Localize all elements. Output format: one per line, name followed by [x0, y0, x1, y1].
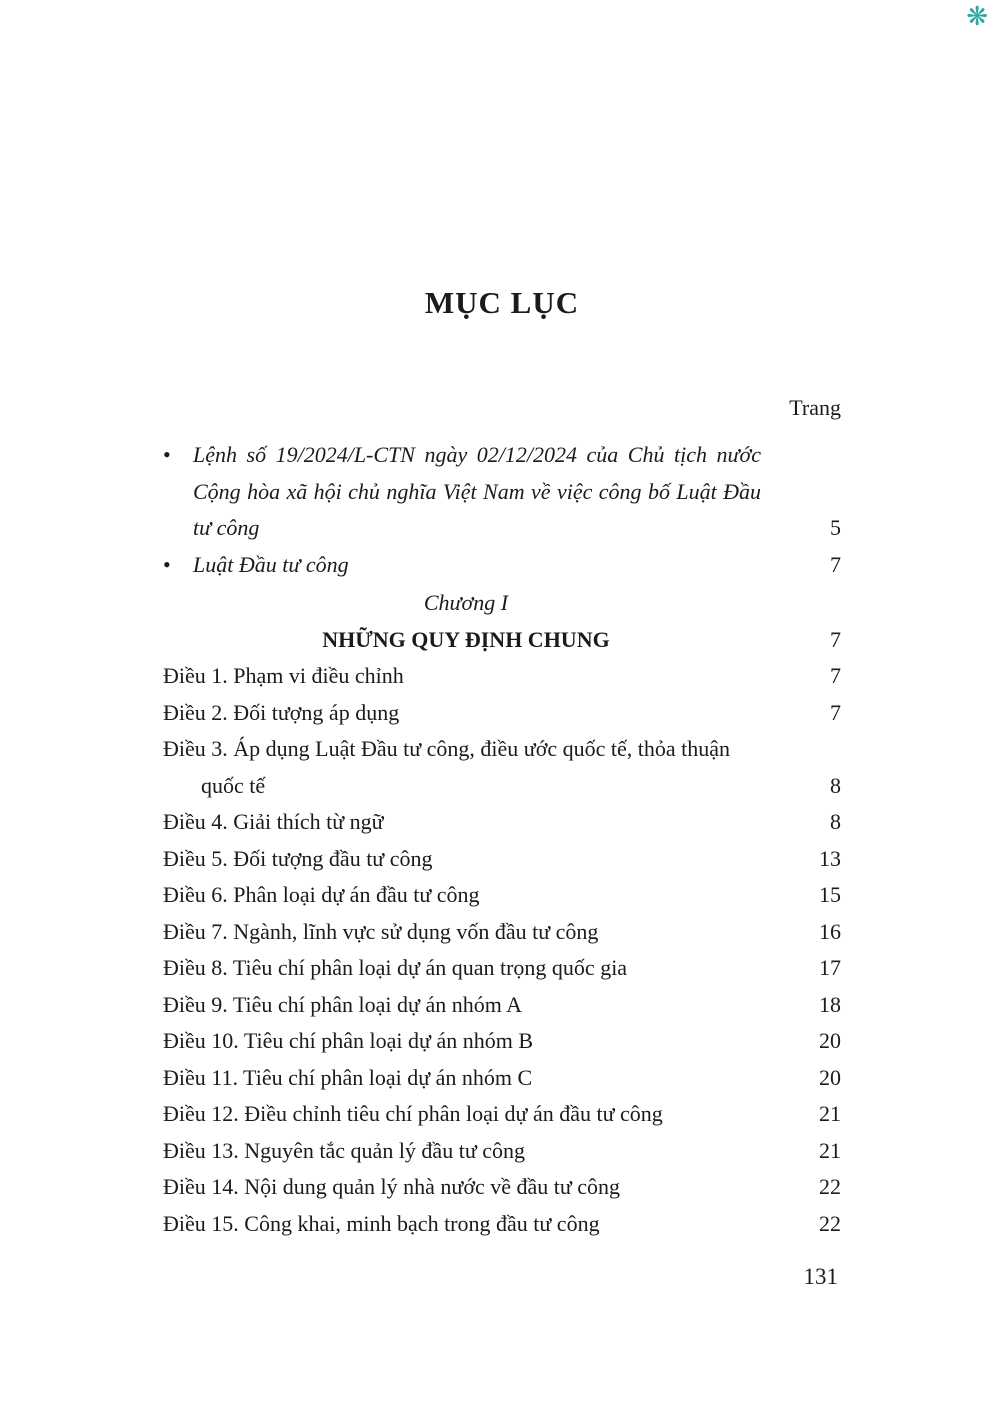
toc-entry — [163, 914, 841, 951]
toc-bullet-page: 5 — [830, 515, 841, 540]
toc-entry-title: Điều 5. Đối tượng đầu tư công — [163, 845, 433, 871]
bullet-icon: • — [163, 551, 171, 577]
toc-bullet-text — [163, 547, 769, 584]
snowflake-icon: ❋ — [966, 2, 988, 31]
toc-bullet-page: 7 — [830, 551, 841, 577]
footer-page-number: 131 — [803, 1264, 838, 1289]
page-column-header: Trang — [789, 395, 841, 420]
toc-entry-title: Điều 10. Tiêu chí phân loại dự án nhóm B — [163, 1028, 534, 1053]
toc-entry-page: 15 — [819, 882, 841, 907]
toc-entry — [163, 841, 841, 878]
toc-entry-title: Điều 6. Phân loại dự án đầu tư công — [163, 882, 480, 907]
toc-entry — [163, 658, 841, 695]
toc-entry-page: 17 — [819, 955, 841, 980]
toc-content — [163, 285, 841, 1242]
chapter-title: NHỮNG QUY ĐỊNH CHUNG — [322, 626, 610, 652]
toc-entry-title: Điều 12. Điều chỉnh tiêu chí phân loại dự án đầu tư công — [163, 1101, 663, 1126]
toc-entry — [163, 1133, 841, 1170]
toc-entry-title: Điều 8. Tiêu chí phân loại dự án quan trọng quốc gia — [163, 955, 628, 980]
toc-bullet-item — [163, 547, 841, 584]
toc-entry — [163, 950, 841, 987]
chapter-title-row — [163, 622, 841, 659]
toc-entry-title: Điều 7. Ngành, lĩnh vực sử dụng vốn đầu tư công — [163, 918, 599, 944]
toc-entry-page: 22 — [819, 1210, 841, 1236]
toc-entry-page: 7 — [830, 699, 841, 725]
toc-entry-page: 20 — [819, 1028, 841, 1053]
toc-entry-page: 21 — [819, 1137, 841, 1163]
bullet-icon: • — [163, 442, 171, 467]
toc-entry-title: Điều 14. Nội dung quản lý nhà nước về đầu tư công — [163, 1174, 621, 1199]
toc-bullet-item — [163, 437, 841, 547]
toc-entry — [163, 987, 841, 1024]
toc-entry-title: Điều 2. Đối tượng áp dụng — [163, 699, 400, 725]
toc-entry-title: Điều 13. Nguyên tắc quản lý đầu tư công — [163, 1137, 526, 1163]
toc-entry — [163, 731, 841, 804]
chapter-label: Chương I — [423, 590, 509, 615]
toc-entry-page: 16 — [819, 918, 841, 944]
toc-bullet-text — [163, 437, 769, 547]
toc-entry-title: Điều 9. Tiêu chí phân loại dự án nhóm A — [163, 991, 523, 1017]
toc-entry-title: Điều 1. Phạm vi điều chỉnh — [163, 663, 404, 688]
chapter-page: 7 — [830, 626, 841, 652]
page-title: MỤC LỤC — [424, 285, 580, 320]
toc-entry-title: Điều 11. Tiêu chí phân loại dự án nhóm C — [163, 1064, 533, 1090]
toc-entry-page: 18 — [819, 991, 841, 1017]
toc-entry — [163, 1169, 841, 1206]
toc-entry — [163, 877, 841, 914]
toc-bullet-label: Lệnh số 19/2024/L-CTN ngày 02/12/2024 của Chủ tịch nước Cộng hòa xã hội chủ nghĩa Việt Nam về việc công bố Luật Đầu tư công — [193, 442, 761, 540]
toc-entry-page: 8 — [830, 772, 841, 798]
toc-entry — [163, 1206, 841, 1243]
toc-entry-page: 13 — [819, 845, 841, 871]
toc-bullet-label: Luật Đầu tư công — [193, 551, 349, 577]
toc-entry-page: 7 — [830, 663, 841, 688]
toc-entry — [163, 804, 841, 841]
toc-entry — [163, 1060, 841, 1097]
toc-entry-title: Điều 4. Giải thích từ ngữ — [163, 809, 384, 834]
toc-entry — [163, 1096, 841, 1133]
toc-entry-title: Điều 15. Công khai, minh bạch trong đầu tư công — [163, 1210, 600, 1236]
toc-entry-page: 20 — [819, 1064, 841, 1090]
chapter-label-row — [163, 585, 841, 622]
toc-entry-title: Điều 3. Áp dụng Luật Đầu tư công, điều ước quốc tế, thỏa thuận quốc tế — [163, 736, 731, 798]
toc-entry — [163, 695, 841, 732]
toc-entry-page: 21 — [819, 1101, 841, 1126]
toc-entry-page: 22 — [819, 1174, 841, 1199]
toc-entry-page: 8 — [830, 809, 841, 834]
toc-entry — [163, 1023, 841, 1060]
